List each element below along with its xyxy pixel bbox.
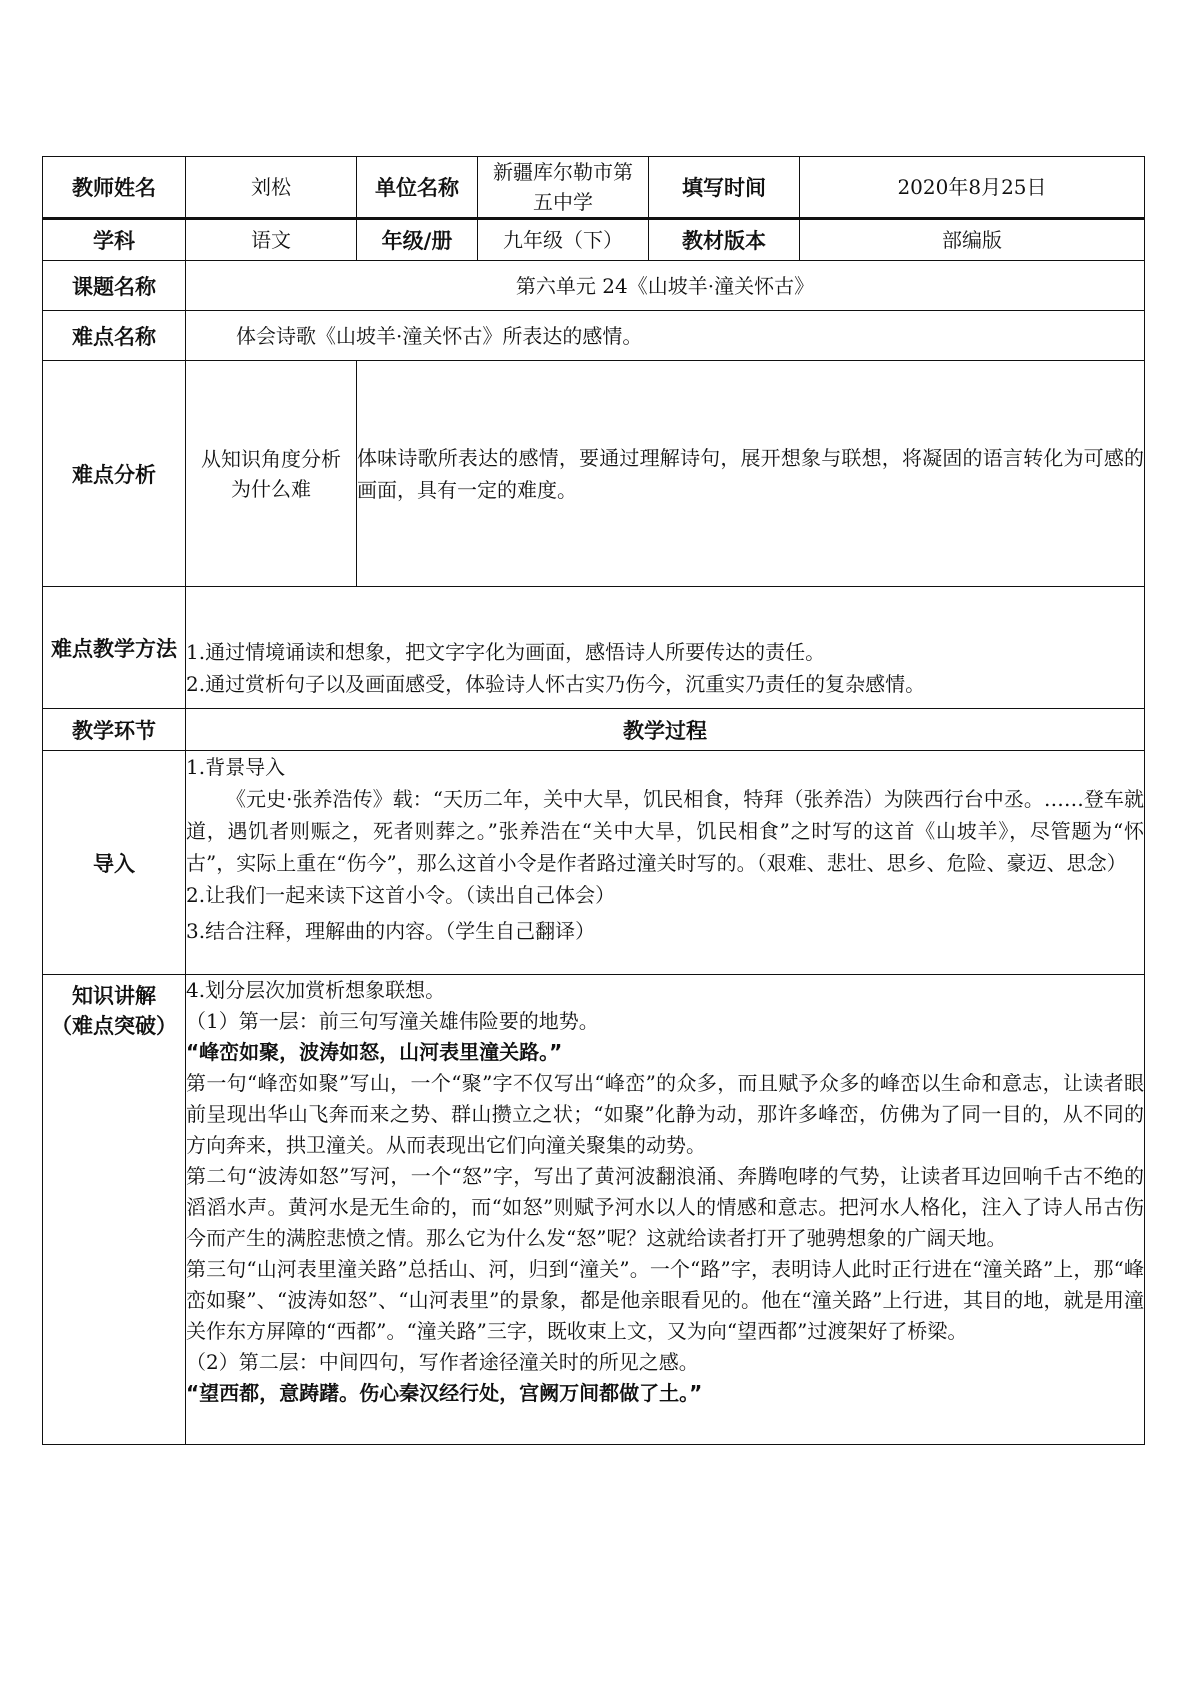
knowledge-line-2: （1）第一层：前三句写潼关雄伟险要的地势。 (186, 1009, 599, 1033)
time-label: 填写时间 (649, 157, 800, 219)
intro-row (43, 751, 1145, 975)
knowledge-line-4: 第一句“峰峦如聚”写山，一个“聚”字不仅写出“峰峦”的众多，而且赋予众多的峰峦以生命和意志，让读者眼前呈现出华山飞奔而来之势、群山攒立之状；“如聚”化静为动，那许多峰峦，仿佛为了同一目的，从不同的方向奔来，拱卫潼关。从而表现出它们向潼关聚集的动势。 (186, 1071, 1144, 1157)
edition-label: 教材版本 (649, 219, 800, 261)
info-row-2 (43, 219, 1145, 261)
time-value: 2020年8月25日 (800, 157, 1145, 219)
method-line-2: 2.通过赏析句子以及画面感受，体验诗人怀古实乃伤今，沉重实乃责任的复杂感情。 (186, 671, 926, 696)
unit-label: 单位名称 (357, 157, 478, 219)
analysis-row (43, 361, 1145, 587)
method-label: 难点教学方法 (43, 587, 186, 709)
title-label: 课题名称 (43, 261, 186, 311)
difficulty-value: 体会诗歌《山坡羊·潼关怀古》所表达的感情。 (186, 311, 1145, 361)
analysis-label: 难点分析 (43, 361, 186, 587)
method-row (43, 587, 1145, 709)
unit-value: 新疆库尔勒市第五中学 (478, 157, 649, 219)
title-row (43, 261, 1145, 311)
intro-line-4: 3.结合注释，理解曲的内容。（学生自己翻译） (186, 919, 596, 943)
intro-line-1: 1.背景导入 (186, 755, 286, 779)
method-value (186, 587, 1145, 709)
grade-value: 九年级（下） (478, 219, 649, 261)
knowledge-content (186, 975, 1145, 1445)
knowledge-line-1: 4.划分层次加赏析想象联想。 (186, 978, 446, 1002)
teacher-label: 教师姓名 (43, 157, 186, 219)
intro-line-3: 2.让我们一起来读下这首小令。（读出自己体会） (186, 883, 616, 907)
knowledge-line-6: 第三句“山河表里潼关路”总括山、河，归到“潼关”。一个“路”字，表明诗人此时正行进在“潼关路”上，那“峰峦如聚”、“波涛如怒”、“山河表里”的景象，都是他亲眼看见的。他在“潼关路”上行进，其目的地，就是用潼关作东方屏障的“西都”。“潼关路”三字，既收束上文，又为向“望西都”过渡架好了桥梁。 (186, 1257, 1144, 1343)
process-header: 教学过程 (186, 709, 1145, 751)
teacher-value: 刘松 (186, 157, 357, 219)
intro-label: 导入 (43, 751, 186, 975)
grade-label: 年级/册 (357, 219, 478, 261)
analysis-sub-label: 从知识角度分析为什么难 (186, 361, 357, 587)
knowledge-label-line-1: 知识讲解 (72, 984, 156, 1008)
process-header-row (43, 709, 1145, 751)
subject-value: 语文 (186, 219, 357, 261)
info-row-1 (43, 157, 1145, 219)
difficulty-row (43, 311, 1145, 361)
stage-header: 教学环节 (43, 709, 186, 751)
difficulty-label: 难点名称 (43, 311, 186, 361)
knowledge-line-8: “望西都，意踌躇。伤心秦汉经行处，宫阙万间都做了土。” (186, 1381, 703, 1405)
lesson-plan-table (42, 156, 1145, 1445)
knowledge-line-3: “峰峦如聚，波涛如怒，山河表里潼关路。” (186, 1040, 563, 1064)
analysis-value: 体味诗歌所表达的感情，要通过理解诗句，展开想象与联想，将凝固的语言转化为可感的画面，具有一定的难度。 (357, 361, 1145, 587)
intro-content (186, 751, 1145, 975)
title-value: 第六单元 24《山坡羊·潼关怀古》 (186, 261, 1145, 311)
knowledge-label-line-2: （难点突破） (51, 1014, 177, 1038)
intro-line-2: 《元史·张养浩传》载：“天历二年，关中大旱，饥民相食，特拜（张养浩）为陕西行台中丞。……登车就道，遇饥者则赈之，死者则葬之。”张养浩在“关中大旱，饥民相食”之时写的这首《山坡羊》，尽管题为“怀古”，实际上重在“伤今”，那么这首小令是作者路过潼关时写的。（艰难、悲壮、思乡、危险、豪迈、思念） (186, 787, 1144, 875)
knowledge-row (43, 975, 1145, 1445)
edition-value: 部编版 (800, 219, 1145, 261)
method-line-1: 1.通过情境诵读和想象，把文字字化为画面，感悟诗人所要传达的责任。 (186, 639, 826, 664)
knowledge-line-7: （2）第二层：中间四句，写作者途径潼关时的所见之感。 (186, 1350, 699, 1374)
knowledge-label (43, 975, 186, 1445)
knowledge-line-5: 第二句“波涛如怒”写河，一个“怒”字，写出了黄河波翻浪涌、奔腾咆哮的气势，让读者耳边回响千古不绝的滔滔水声。黄河水是无生命的，而“如怒”则赋予河水以人的情感和意志。把河水人格化，注入了诗人吊古伤今而产生的满腔悲愤之情。那么它为什么发“怒”呢？这就给读者打开了驰骋想象的广阔天地。 (186, 1164, 1144, 1250)
subject-label: 学科 (43, 219, 186, 261)
